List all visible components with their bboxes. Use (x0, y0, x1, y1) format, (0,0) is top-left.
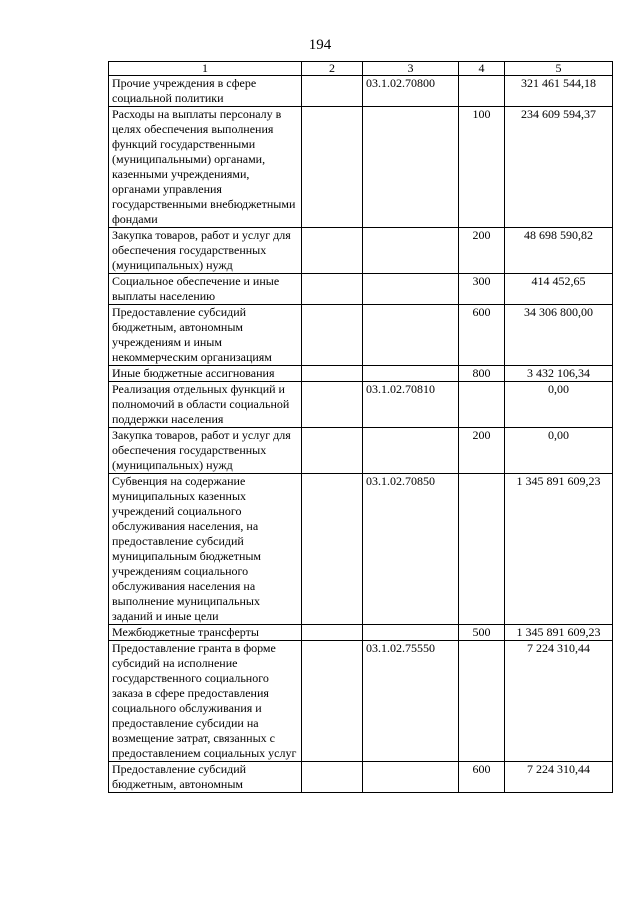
name-cell: Закупка товаров, работ и услуг для обеспечения государственных (муниципальных) нужд (109, 228, 302, 274)
table-row (109, 274, 613, 305)
amount-cell: 34 306 800,00 (505, 305, 613, 366)
name-cell: Межбюджетные трансферты (109, 625, 302, 641)
expense-type-cell: 600 (459, 762, 505, 793)
column2-cell (302, 474, 363, 625)
target-code-cell: 03.1.02.70800 (363, 76, 459, 107)
name-cell: Закупка товаров, работ и услуг для обеспечения государственных (муниципальных) нужд (109, 428, 302, 474)
name-cell: Субвенция на содержание муниципальных казенных учреждений социального обслуживания населения, на предоставление субсидий муниципальным бюджетным учреждениям социального обслуживания населения на выполнение муниципальных заданий и иные цели (109, 474, 302, 625)
name-cell: Реализация отдельных функций и полномочий в области социальной поддержки населения (109, 382, 302, 428)
amount-cell: 7 224 310,44 (505, 762, 613, 793)
column2-cell (302, 382, 363, 428)
column2-cell (302, 107, 363, 228)
amount-cell: 234 609 594,37 (505, 107, 613, 228)
amount-cell: 321 461 544,18 (505, 76, 613, 107)
column-header: 5 (505, 62, 613, 76)
page-number: 194 (308, 37, 332, 53)
name-cell: Предоставление субсидий бюджетным, автономным (109, 762, 302, 793)
name-cell: Иные бюджетные ассигнования (109, 366, 302, 382)
expense-type-cell (459, 76, 505, 107)
amount-cell: 48 698 590,82 (505, 228, 613, 274)
expense-type-cell: 300 (459, 274, 505, 305)
expense-type-cell (459, 474, 505, 625)
expense-type-cell: 200 (459, 428, 505, 474)
column2-cell (302, 641, 363, 762)
column2-cell (302, 305, 363, 366)
amount-cell: 0,00 (505, 428, 613, 474)
name-cell: Предоставление гранта в форме субсидий на исполнение государственного социального заказа в сфере предоставления социального обслуживания и предоставление субсидии на возмещение затрат, связанных с предоставлением социальных услуг (109, 641, 302, 762)
table-row (109, 305, 613, 366)
column-header: 3 (363, 62, 459, 76)
expense-type-cell: 100 (459, 107, 505, 228)
target-code-cell (363, 625, 459, 641)
target-code-cell (363, 428, 459, 474)
table-row (109, 107, 613, 228)
target-code-cell: 03.1.02.70850 (363, 474, 459, 625)
expense-type-cell (459, 641, 505, 762)
amount-cell: 3 432 106,34 (505, 366, 613, 382)
amount-cell: 7 224 310,44 (505, 641, 613, 762)
target-code-cell: 03.1.02.75550 (363, 641, 459, 762)
table-row (109, 762, 613, 793)
table-header-row (109, 62, 613, 76)
amount-cell: 1 345 891 609,23 (505, 474, 613, 625)
column2-cell (302, 76, 363, 107)
budget-table (108, 61, 613, 793)
amount-cell: 414 452,65 (505, 274, 613, 305)
amount-cell: 0,00 (505, 382, 613, 428)
table-row (109, 76, 613, 107)
target-code-cell: 03.1.02.70810 (363, 382, 459, 428)
expense-type-cell: 200 (459, 228, 505, 274)
column-header: 4 (459, 62, 505, 76)
column2-cell (302, 228, 363, 274)
name-cell: Расходы на выплаты персоналу в целях обеспечения выполнения функций государственными (муниципальными) органами, казенными учреждениями, органами управления государственными внебюджетными фондами (109, 107, 302, 228)
name-cell: Предоставление субсидий бюджетным, автономным учреждениям и иным некоммерческим организациям (109, 305, 302, 366)
expense-type-cell (459, 382, 505, 428)
target-code-cell (363, 274, 459, 305)
target-code-cell (363, 762, 459, 793)
target-code-cell (363, 366, 459, 382)
column2-cell (302, 428, 363, 474)
target-code-cell (363, 305, 459, 366)
column2-cell (302, 625, 363, 641)
column-header: 2 (302, 62, 363, 76)
table-row (109, 228, 613, 274)
target-code-cell (363, 228, 459, 274)
table-row (109, 474, 613, 625)
expense-type-cell: 600 (459, 305, 505, 366)
column2-cell (302, 274, 363, 305)
column-header: 1 (109, 62, 302, 76)
expense-type-cell: 800 (459, 366, 505, 382)
table-row (109, 366, 613, 382)
table-row (109, 641, 613, 762)
column2-cell (302, 762, 363, 793)
name-cell: Прочие учреждения в сфере социальной политики (109, 76, 302, 107)
name-cell: Социальное обеспечение и иные выплаты населению (109, 274, 302, 305)
table-row (109, 428, 613, 474)
expense-type-cell: 500 (459, 625, 505, 641)
target-code-cell (363, 107, 459, 228)
table-row (109, 382, 613, 428)
table-row (109, 625, 613, 641)
amount-cell: 1 345 891 609,23 (505, 625, 613, 641)
column2-cell (302, 366, 363, 382)
